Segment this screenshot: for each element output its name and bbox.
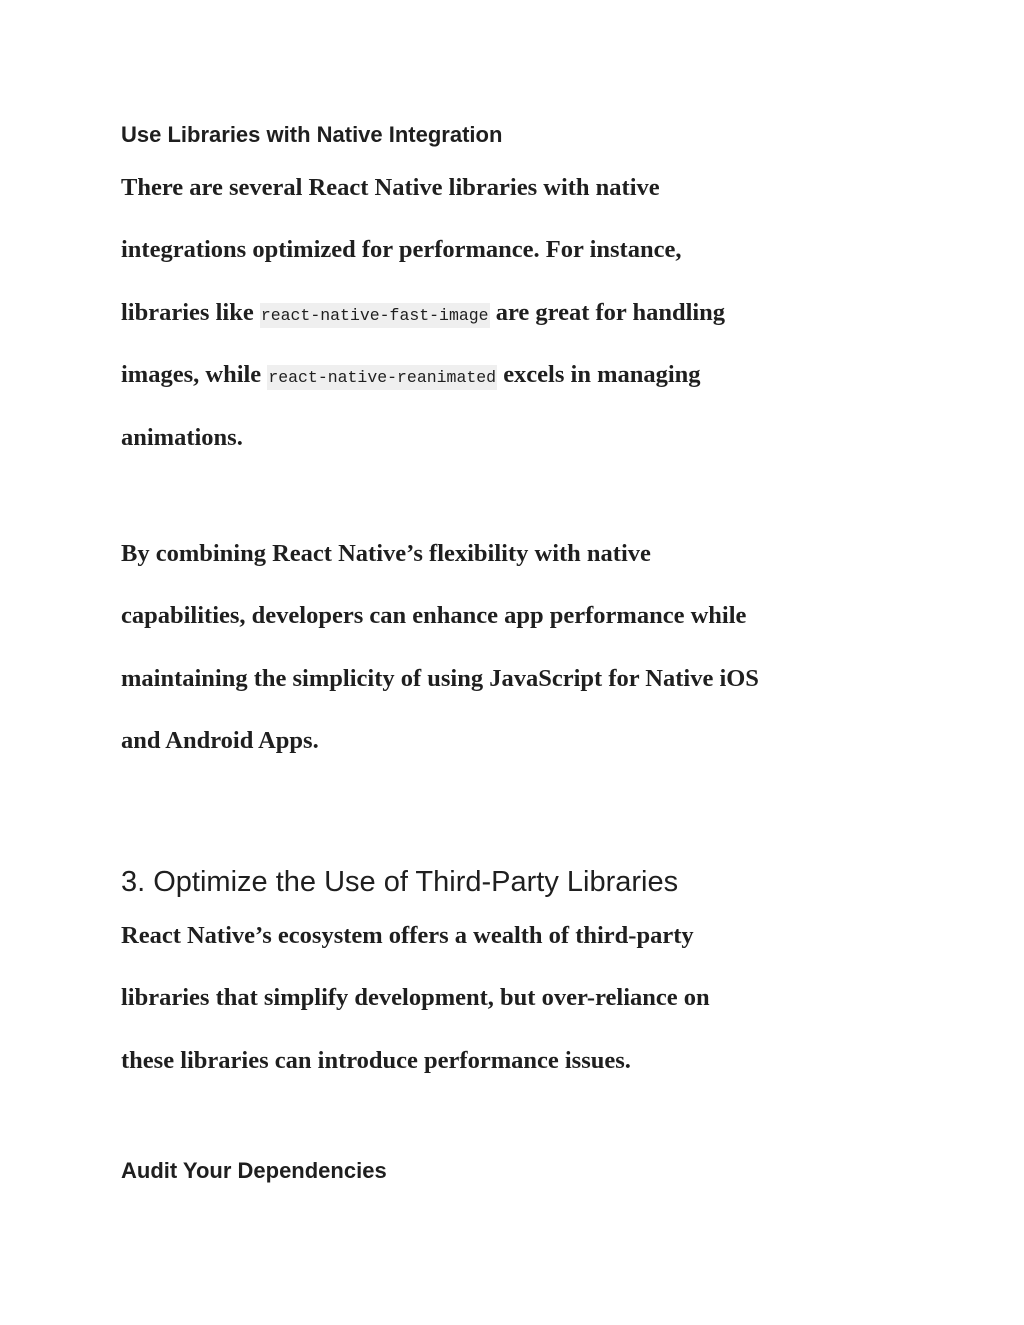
paragraph-line: capabilities, developers can enhance app performance while (121, 602, 747, 630)
text-fragment: libraries like (121, 298, 260, 326)
paragraph-line: integrations optimized for performance. For instance, (121, 236, 682, 264)
text-fragment: images, while (121, 361, 268, 389)
subheading-audit-dependencies: Audit Your Dependencies (121, 1158, 387, 1183)
paragraph-line: and Android Apps. (121, 727, 319, 755)
paragraph-line (121, 344, 911, 406)
text-fragment: are great for handling (489, 298, 726, 326)
paragraph-combining-flexibility (121, 523, 911, 773)
paragraph-line: these libraries can introduce performance issues. (121, 1046, 631, 1074)
paragraph-line: animations. (121, 423, 243, 451)
section-heading-third-party: 3. Optimize the Use of Third-Party Libraries (121, 866, 679, 898)
paragraph-native-libraries (121, 157, 911, 469)
text-fragment: excels in managing (497, 361, 701, 389)
paragraph-line: By combining React Native’s flexibility with native (121, 540, 651, 567)
paragraph-line: libraries that simplify development, but over-reliance on (121, 984, 710, 1012)
paragraph-ecosystem (121, 905, 911, 1092)
paragraph-line: maintaining the simplicity of using JavaScript for Native iOS (121, 664, 759, 692)
code-reanimated: react-native-reanimated (267, 365, 497, 390)
paragraph-line: React Native’s ecosystem offers a wealth of third-party (121, 922, 694, 949)
section-heading-native-integration: Use Libraries with Native Integration (121, 122, 503, 147)
paragraph-line (121, 282, 911, 344)
code-fast-image: react-native-fast-image (260, 303, 490, 328)
paragraph-line: There are several React Native libraries with native (121, 174, 660, 201)
